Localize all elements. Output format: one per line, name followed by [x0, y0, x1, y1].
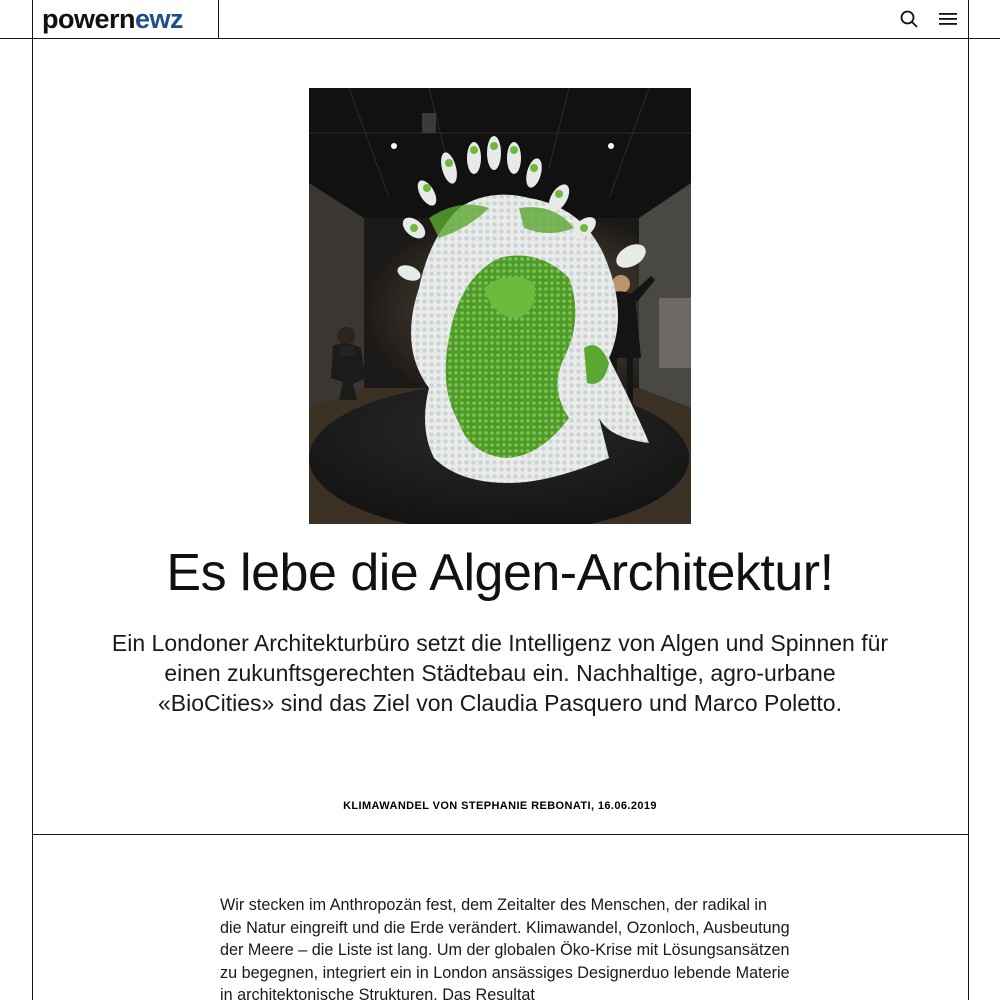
article-body: Wir stecken im Anthropozän fest, dem Zeitalter des Menschen, der radikal in die Natur eingreift und die Erde verändert. Klimawandel, Ozonloch, Ausbeutung der Meere – die Liste ist lang. Um der globalen Öko-Krise mit Lösungsansätzen zu begegnen, integriert ein in London ansässiges Designerduo lebende Materie in architektonische Strukturen. Das Resultat [220, 896, 790, 1004]
article-title: Es lebe die Algen-Architektur! [166, 544, 834, 602]
site-logo-link[interactable] [32, 0, 219, 38]
search-icon[interactable] [898, 8, 920, 30]
menu-icon[interactable] [937, 8, 959, 30]
frame-right-line [968, 0, 969, 1000]
site-logo: powernewz [42, 3, 184, 34]
article-lead: Ein Londoner Architekturbüro setzt die Intelligenz von Algen und Spinnen für einen zukunftsgerechten Städtebau ein. Nachhaltige, agro-urbane «BioCities» sind das Ziel von Claudia Pasquero und Marco Poletto. [111, 630, 889, 716]
hero-image [309, 88, 691, 524]
header-divider [0, 38, 1000, 39]
section-divider [32, 834, 969, 835]
article-meta: KLIMAWANDEL VON STEPHANIE REBONATI, 16.06.2019 [343, 800, 657, 812]
frame-left-line [32, 0, 33, 1000]
